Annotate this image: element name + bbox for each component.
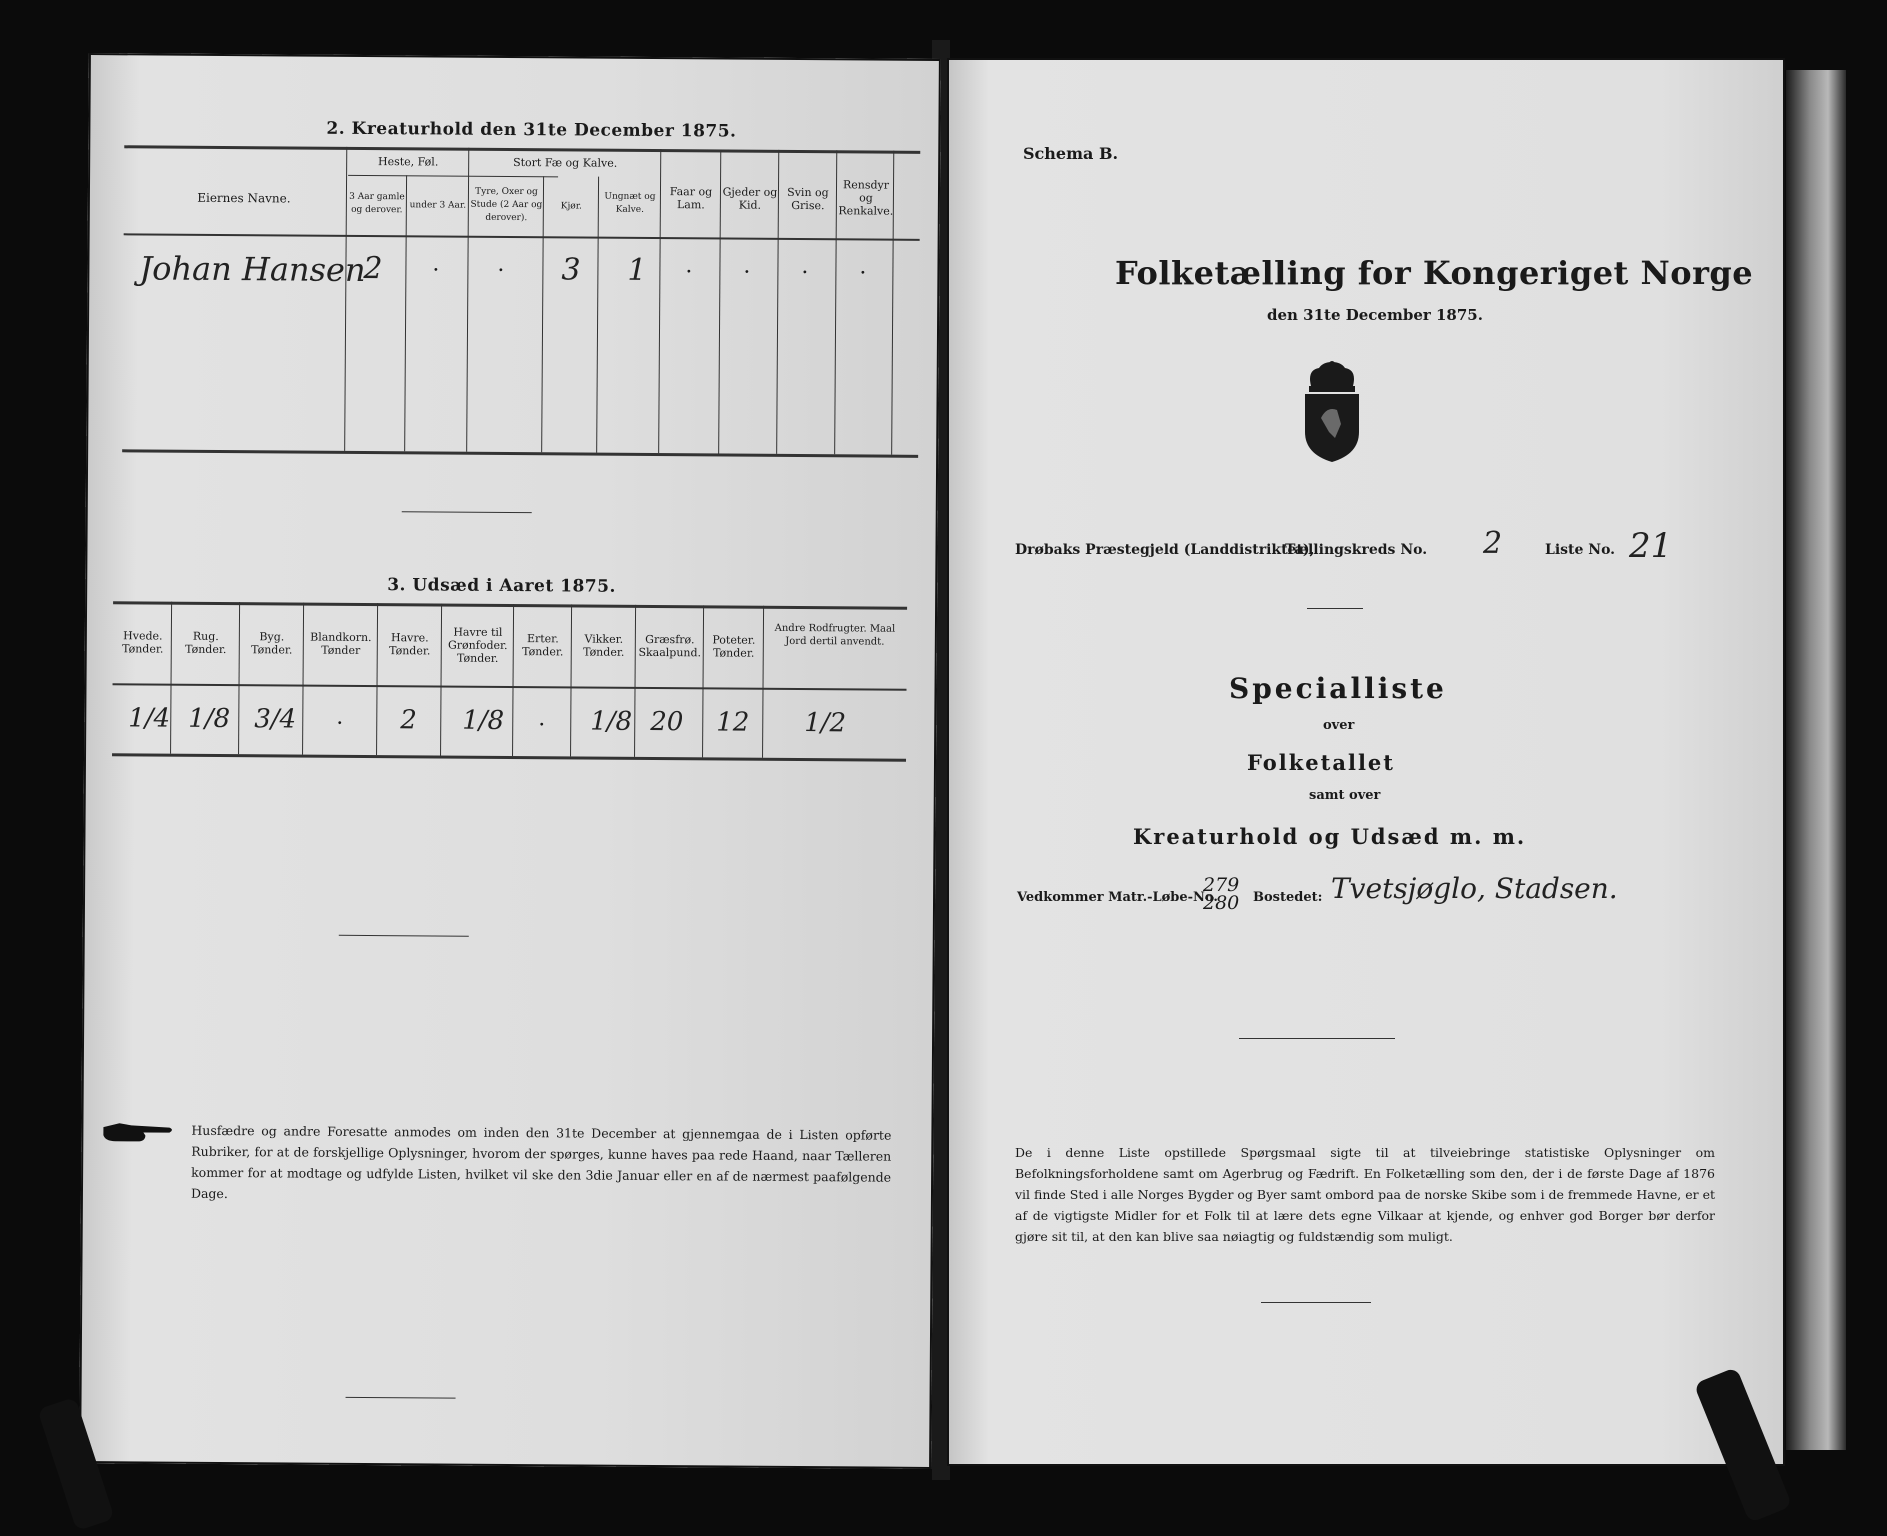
divider bbox=[1261, 1302, 1371, 1303]
cell-reindeer: . bbox=[859, 254, 867, 280]
cattle-group-header: Stort Fæ og Kalve. bbox=[513, 156, 618, 170]
seed-value-potatoes: 12 bbox=[716, 707, 750, 738]
census-title: Folketælling for Kongeriget Norge bbox=[1115, 254, 1754, 292]
seed-header-peas: Erter. Tønder. bbox=[522, 632, 564, 659]
table-rule bbox=[122, 449, 918, 458]
divider bbox=[402, 511, 532, 513]
seed-value-oats: 2 bbox=[400, 705, 417, 736]
seed-value-rye: 1/8 bbox=[188, 703, 231, 735]
col-horses-3yr-header: 3 Aar gamle og derover. bbox=[349, 191, 405, 216]
matr-label: Vedkommer Matr.-Løbe-No. bbox=[1017, 890, 1218, 905]
seed-header-rye: Rug. Tønder. bbox=[185, 629, 227, 657]
over-label: over bbox=[1323, 718, 1355, 733]
seed-value-peas: . bbox=[538, 706, 546, 732]
seed-value-root-crops: 1/2 bbox=[804, 708, 847, 739]
horses-group-header: Heste, Føl. bbox=[377, 155, 439, 169]
pointing-hand-icon bbox=[101, 1119, 175, 1146]
seed-header-grass-seed: Græsfrø. Skaalpund. bbox=[638, 632, 702, 660]
left-page bbox=[79, 53, 941, 1469]
seed-value-wheat: 1/4 bbox=[128, 703, 171, 734]
table-col-line bbox=[440, 604, 442, 756]
parish-label: Drøbaks Præstegjeld (Landdistriktet), bbox=[1015, 542, 1315, 558]
table-col-line bbox=[512, 604, 514, 756]
residence-value: Tvetsjøglo, Stadsen. bbox=[1331, 872, 1618, 905]
col-bulls-header: Tyre, Oxer og Stude (2 Aar og derover). bbox=[470, 186, 543, 224]
table-rule bbox=[113, 601, 907, 610]
owner-name: Johan Hansen bbox=[139, 249, 366, 289]
seed-value-grass-seed: 20 bbox=[650, 706, 684, 738]
cell-cows: 3 bbox=[561, 252, 581, 288]
seed-header-root-crops: Andre Rodfrugter. Maal Jord dertil anvendt. bbox=[774, 622, 896, 648]
seed-value-green-oats: 1/8 bbox=[462, 705, 505, 736]
table-col-line bbox=[170, 602, 172, 754]
seed-header-mixed-grain: Blandkorn. Tønder bbox=[310, 630, 372, 657]
table-col-line bbox=[762, 606, 764, 758]
list-number: 21 bbox=[1629, 526, 1673, 566]
coat-of-arms-icon bbox=[1297, 360, 1367, 464]
table-rule bbox=[112, 753, 906, 762]
right-page bbox=[947, 58, 1785, 1466]
matr-number: 279 280 bbox=[1203, 874, 1240, 914]
divider bbox=[1307, 608, 1363, 609]
census-date: den 31te December 1875. bbox=[1267, 306, 1483, 324]
seed-header-potatoes: Poteter. Tønder. bbox=[712, 633, 756, 660]
purpose-notice: De i denne Liste opstillede Spørgsmaal sigte til at tilveiebringe statistiske Oplysninger om Befolkningsforholdene samt om Agerbrug og Fædrift. En Folketælling som den, der i de første Dage af 1876 vil finde Sted i alle Norges Bygder og Byer samt ombord paa de norske Skibe som i de fremmede Havne, er et af de vigtigste Midler for et Folk til at lære dets egne Vilkaar at kjende, og enhver god Borger bør derfor gjøre sit til, at den kan blive saa nøiagtig og fuldstændig som muligt. bbox=[1015, 1145, 1715, 1244]
seed-title: 3. Udsæd i Aaret 1875. bbox=[387, 575, 616, 597]
district-number: 2 bbox=[1483, 526, 1503, 561]
cell-young-cattle: 1 bbox=[627, 252, 647, 288]
col-owner-header: Eiernes Navne. bbox=[197, 190, 291, 206]
seed-header-barley: Byg. Tønder. bbox=[251, 630, 293, 657]
seed-header-vetch: Vikker. Tønder. bbox=[583, 632, 625, 659]
table-col-line bbox=[570, 604, 572, 756]
table-col-line bbox=[344, 147, 347, 451]
list-label: Liste No. bbox=[1545, 542, 1616, 558]
divider bbox=[1239, 1038, 1395, 1039]
cell-bulls: . bbox=[497, 251, 505, 277]
divider bbox=[339, 935, 469, 937]
col-young-cattle-header: Ungnæt og Kalve. bbox=[604, 191, 656, 215]
next-page-edge bbox=[1786, 70, 1846, 1450]
table-col-line bbox=[238, 602, 240, 754]
table-col-line bbox=[302, 603, 304, 755]
col-pigs-header: Svin og Grise. bbox=[787, 185, 829, 213]
table-rule bbox=[348, 175, 558, 177]
col-goats-header: Gjeder og Kid. bbox=[722, 185, 778, 212]
table-rule bbox=[113, 683, 907, 691]
seed-header-oats: Havre. Tønder. bbox=[389, 631, 431, 658]
table-col-line bbox=[466, 148, 469, 452]
residence-label: Bostedet: bbox=[1253, 890, 1323, 905]
table-col-line bbox=[596, 177, 599, 453]
seed-value-barley: 3/4 bbox=[254, 704, 297, 735]
col-sheep-header: Faar og Lam. bbox=[669, 185, 713, 212]
table-rule bbox=[124, 233, 920, 241]
col-reindeer-header: Rensdyr og Renkalve. bbox=[838, 178, 894, 218]
also-over-label: samt over bbox=[1309, 788, 1381, 803]
special-list-title: Specialliste bbox=[1229, 672, 1447, 705]
table-col-line bbox=[702, 605, 704, 757]
cell-horses-3yr: 2 bbox=[363, 250, 383, 287]
col-horses-under3-header: under 3 Aar. bbox=[409, 200, 467, 211]
householder-notice: Husfædre og andre Foresatte anmodes om inden den 31te December at gjennemgaa de i Listen opførte Rubriker, for at de forskjellige Oplysninger, hvorom der spørges, kunne haves paa rede Haand, naar Tælleren kommer for at modtage og udfylde Listen, hvilket vil ske den 3die Januar eller en af de nærmest paafølgende Dage. bbox=[190, 1122, 892, 1202]
seed-header-green-oats: Havre til Grønfoder. Tønder. bbox=[447, 625, 508, 665]
table-rule bbox=[124, 145, 920, 154]
schema-label: Schema B. bbox=[1023, 144, 1119, 163]
table-col-line bbox=[376, 603, 378, 755]
divider bbox=[346, 1397, 456, 1399]
cell-pigs: . bbox=[801, 254, 809, 280]
district-label: Tællingskreds No. bbox=[1285, 542, 1428, 558]
cell-sheep: . bbox=[685, 253, 693, 279]
col-cows-header: Kjør. bbox=[560, 201, 582, 212]
cell-goats: . bbox=[743, 253, 751, 279]
livestock-title: 2. Kreaturhold den 31te December 1875. bbox=[326, 118, 737, 142]
population-label: Folketallet bbox=[1247, 750, 1395, 775]
table-col-line bbox=[634, 605, 636, 757]
seed-header-wheat: Hvede. Tønder. bbox=[122, 629, 164, 656]
cell-horses-under3: . bbox=[432, 251, 440, 277]
seed-value-mixed-grain: . bbox=[336, 704, 344, 730]
seed-value-vetch: 1/8 bbox=[590, 706, 633, 737]
livestock-seed-label: Kreaturhold og Udsæd m. m. bbox=[1133, 824, 1527, 849]
